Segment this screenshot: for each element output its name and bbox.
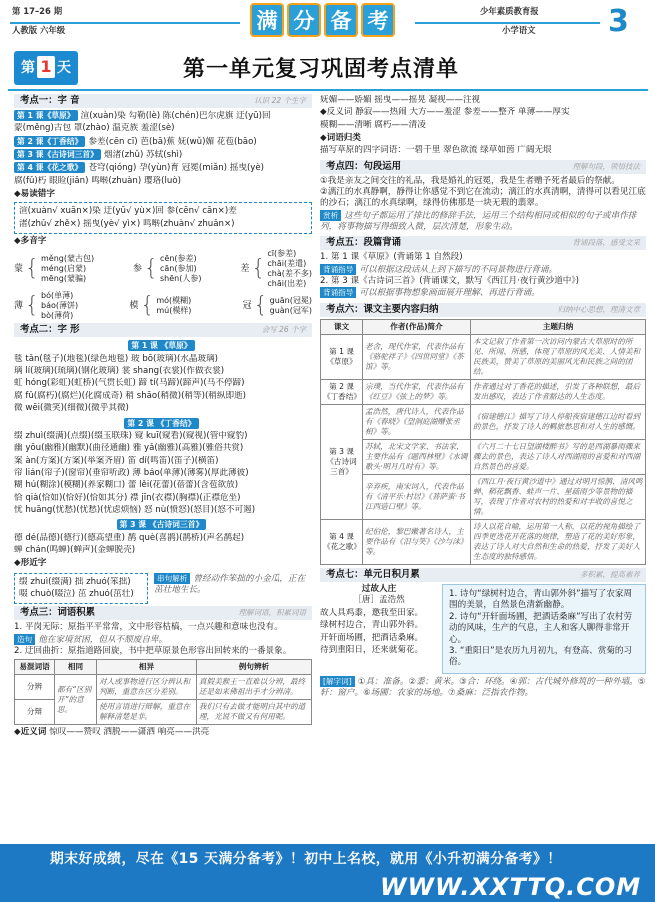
sentence-note — [320, 210, 646, 234]
polyphone-char: 冠 — [242, 300, 252, 311]
table-cell: 纪伯伦，黎巴嫩著名诗人，主要作品有《泪与笑》《沙与沫》等。 — [363, 520, 471, 565]
day-pre: 第 — [21, 60, 35, 76]
lesson-chip: 第 3 课 《古诗词三首》 — [117, 519, 207, 530]
poem-text — [320, 584, 438, 673]
table-cell: 诗人以花自喻，运用第一人称，以花的视角描绘了四季更迭花开花落的规律，塑造了花的美好形象，表达了诗人对大自然和生命的热爱，抒发了美好人生态度的独特感悟。 — [471, 520, 646, 565]
polyphone-item: chāi(出差) — [267, 279, 307, 289]
right-column — [320, 94, 646, 699]
pinyin-text: 苍穹(qióng) 孕(yùn)育 冠冕(miǎn) 摇曳(yè) — [88, 163, 265, 174]
char-line: 德 dé(品德)(德行)(德高望重) 鹊 què(喜鹊)(鹊桥)(声名鹊起) — [14, 532, 245, 543]
polyphone-row — [14, 249, 312, 289]
lesson-subhead — [14, 519, 312, 531]
section-header — [320, 160, 646, 174]
poem-author: ［唐］孟浩然 — [353, 595, 405, 606]
polyphone-group — [14, 291, 78, 321]
section-title: 考点一：字 音 — [20, 95, 80, 106]
section-header — [320, 568, 646, 582]
pinyin-line — [14, 162, 312, 174]
char-line: 腐 fǔ(腐朽)(腐烂)(化腐成奇) 稍 shāo(稍微)(稍等)(稍纵即逝) — [14, 390, 247, 401]
polyphone-row — [14, 291, 312, 321]
header-right — [480, 6, 539, 36]
table-row — [321, 379, 646, 404]
note-text: 可以根据这段话从上到下描写的不同景物进行背诵。 — [359, 264, 558, 275]
table-cell: 分辨 — [15, 675, 55, 700]
sentence-item: ②漓江的水真静啊，静得让你感觉不到它在流动；漓江的水真清啊，清得可以看见江底的沙石；漓江的水真绿啊，绿得仿佛那是一块无瑕的翡翠。 — [320, 187, 646, 209]
note-chip: 背诵指导 — [320, 264, 356, 275]
poem-line: 故人具鸡黍，邀我至田家。 — [320, 607, 424, 618]
brace-icon: { — [25, 293, 40, 319]
poem-block — [320, 584, 646, 673]
similar-char-line: 啜 chuò(啜泣) 茁 zhuó(茁壮) — [19, 588, 134, 599]
table-cell: 孟浩然，唐代诗人，代表作品有《春晓》《望洞庭湖赠张丞相》等。 — [363, 404, 471, 439]
table-cell: 对人或事物进行区分辨认和判断，重意在区分差别。 — [97, 675, 197, 700]
polyphone-item: mó(模糊) — [156, 296, 192, 306]
char-line: 虹 hóng(彩虹)(虹桥)(气贯长虹) 蹄 tí(马蹄)(蹄声)(马不停蹄) — [14, 378, 245, 389]
confuse-line: 渲(xuàn√ xuān×)染 迂(yū√ yù×)回 参(cēn√ cān×)差 — [19, 206, 237, 217]
note-chip: [解字词] — [320, 676, 355, 687]
analysis-item: 2. 诗句“开轩面场圃，把酒话桑麻”写出了农村劳动的风味，生产的气息，主人和客人聊得非常开心。 — [449, 611, 633, 645]
footer-banner — [0, 844, 655, 902]
table-cell: 真假美猴王一直难以分辨，最终还是如来佛祖出手才分辨清。 — [196, 675, 311, 700]
analysis-item: 3. “重阳日”是农历九月初九，有登高、赏菊的习俗。 — [449, 645, 633, 668]
note-text: 他在家境贫困，但从不颓废自卑。 — [38, 634, 168, 645]
issue-label: 第 17–26 期 — [12, 6, 63, 16]
section-title: 考点七：单元日积月累 — [326, 569, 420, 581]
lesson-subhead — [14, 418, 312, 430]
content-table — [320, 319, 646, 565]
confusable-table — [14, 659, 312, 725]
day-badge — [14, 51, 78, 85]
section-header — [320, 236, 646, 250]
confuse-title: ◆易读错字 — [14, 189, 55, 200]
table-cell: 本文记叙了作者第一次访问内蒙古大草原时的所见、所闻、所感，体现了草原的风光美、人情美和民族美，赞美了草原的美丽风光和民族之间的团结。 — [471, 334, 646, 379]
table-row — [321, 475, 646, 520]
section-header — [320, 303, 646, 317]
day-number: 1 — [37, 56, 55, 78]
char-line: 毯 tǎn(毯子)(地毯)(绿色地毯) 玻 bō(玻璃)(水晶玻璃) — [14, 353, 219, 364]
table-header: 例句辨析 — [196, 660, 311, 675]
similar-char-line: 缀 zhuì(缀满) 拙 zhuó(笨拙) — [19, 576, 131, 587]
page-number: 3 — [608, 4, 629, 39]
note-chip: 串句解析 — [154, 573, 190, 584]
polyphone-item: měng(蒙古包) — [41, 254, 95, 264]
title-bar — [8, 47, 648, 91]
char-line: 糊 hú(糊涂)(模糊)(养家糊口) 蕾 lěi(花蕾)(蓓蕾)(含苞欲放) — [14, 480, 239, 491]
header-rule-left — [10, 22, 240, 24]
table-cell: 辛弃疾，南宋词人，代表作品有《清平乐·村居》《菩萨蛮·书江西造口壁》等。 — [363, 475, 471, 520]
char-line: 忧 huāng(忧愁)(忧愁)(忧虑烦恼) 怒 nù(愤怒)(怒目)(怒不可遏) — [14, 504, 256, 515]
confuse-box — [14, 202, 312, 234]
polyphone-char: 蒙 — [14, 263, 24, 274]
similar-char-title: ◆形近字 — [14, 558, 47, 569]
polyphone-item: cān(参加) — [160, 264, 197, 274]
similar-char-list — [14, 573, 148, 605]
char-line: 蝉 chán(鸣蝉)(蝉声)(金蝉脱壳) — [14, 544, 136, 555]
polyphone-group — [240, 249, 312, 289]
brand-char: 满 — [250, 3, 284, 37]
polyphone-group — [243, 291, 312, 321]
footer-slogan: 期末好成绩，尽在《15 天满分备考》！初中上名校，就用《小升初满分备考》！ — [50, 851, 562, 867]
section-tag: 认识 22 个生字 — [254, 96, 306, 105]
polyphone-item: shēn(人参) — [160, 274, 202, 284]
polyphone-item: mēng(蒙骗) — [41, 274, 87, 284]
table-cell: 第 2 课 《丁香结》 — [321, 379, 363, 404]
pinyin-line — [14, 123, 312, 134]
pinyin-line — [14, 110, 312, 122]
poem-line: 待到重阳日，还来就菊花。 — [320, 644, 424, 655]
section-tag: 理解词语，积累词语 — [238, 608, 306, 618]
brand-char: 分 — [287, 3, 321, 37]
section-header — [14, 606, 312, 620]
left-column — [14, 94, 312, 740]
char-line: 璃 lí(玻璃)(琉璃)(钢化玻璃) 裳 shang(衣裳)(作做衣裳) — [14, 366, 225, 377]
pinyin-text: 参差(cēn cī) 芭(bā)蕉 妩(wǔ)媚 花苞(bāo) — [88, 136, 257, 147]
section-header — [14, 94, 312, 108]
polyphone-item: méng(启蒙) — [41, 264, 87, 274]
poem-line: 开轩面场圃，把酒话桑麻。 — [320, 632, 424, 643]
section-title: 考点六：课文主要内容归纳 — [326, 303, 439, 315]
table-cell: 使用言语进行辩解，重意在解释清楚是非。 — [97, 700, 197, 725]
polyphone-char: 模 — [129, 300, 139, 311]
recite-item: 2. 第 3 课《古诗词三首》(背诵课文，默写《西江月·夜行黄沙道中》) — [320, 276, 580, 287]
table-row — [15, 675, 312, 700]
vocab-note — [14, 634, 312, 646]
word-line: 妩媚——娇媚 摇曳——摇晃 凝视——注视 — [320, 95, 481, 105]
pinyin-text: 烟渚(zhǔ) 苏轼(shì) — [104, 150, 183, 161]
lesson-chip: 第 2 课《丁香结》 — [14, 136, 85, 147]
table-cell: 《西江月·夜行黄沙道中》通过对明月惊鹊、清风鸣蝉、稻花飘香、蛙声一片、星疏雨少等景物的描写，表现了作者对农村的热爱和对丰收的喜悦之情。 — [471, 475, 646, 520]
note-chip: 赏析 — [320, 210, 341, 221]
similar-char-box — [14, 571, 312, 607]
brand-logo — [250, 3, 395, 37]
word-line: 模糊——清晰 腐朽——清凌 — [320, 119, 426, 130]
section-title: 考点四：句段运用 — [326, 160, 402, 172]
paper-name: 少年素质教育报 — [480, 6, 539, 16]
table-cell: 我们只有去做才能明白其中的道理，光说不做又有何用呢。 — [196, 700, 311, 725]
poem-line: 绿树村边合，青山郭外斜。 — [320, 620, 424, 631]
table-cell: 都有“区别开”的意思。 — [55, 675, 97, 725]
polyphone-item: bó(单薄) — [41, 291, 74, 301]
polyphone-item: mú(模样) — [156, 306, 192, 316]
word-line: ◆反义词 静寂——热闹 大方——羞涩 参差——整齐 单薄——厚实 — [320, 107, 570, 118]
polyphone-item: guān(冠冕) — [269, 296, 312, 306]
brace-icon: { — [253, 293, 268, 319]
table-cell: 苏轼，北宋文学家、书法家，主要作品有《题西林壁》《水调歌头·明月几时有》等。 — [363, 439, 471, 474]
lesson-chip: 第 1 课 《草原》 — [128, 340, 194, 351]
table-cell: 作者通过对丁香花的描述，引发了各种联想，最后发出感叹，表达了作者豁达的人生态度。 — [471, 379, 646, 404]
brace-icon: { — [144, 256, 158, 282]
synonym-line — [14, 727, 312, 738]
brace-icon: { — [140, 293, 155, 319]
table-row — [321, 404, 646, 439]
poem-title: 过故人庄 — [361, 584, 397, 595]
pinyin-text: 渲(xuàn)染 勾勒(lè) 陈(chén)巴尔虎旗 迂(yū)回 — [80, 111, 271, 121]
char-line: 恰 qià(恰如)(恰好)(恰如其分) 襟 jīn(衣襟)(胸襟)(正襟危坐) — [14, 492, 241, 503]
char-line: 帘 lián(帘子)(窗帘)(垂帘听政) 薄 báo(单薄)(薄雾)(厚此薄彼) — [14, 467, 249, 478]
polyphone-item: chà(差不多) — [267, 269, 312, 279]
recite-note — [320, 287, 646, 299]
note-text: 曾经动作笨拙的小金瓜，正在茁壮地生长。 — [154, 573, 306, 595]
lesson-chip: 第 4 课《花之歌》 — [14, 162, 85, 173]
lesson-chip: 第 1 课《草原》 — [14, 110, 78, 121]
page-header — [0, 0, 655, 44]
table-cell: 第 4 课 《花之歌》 — [321, 520, 363, 565]
word-class-title: ◆词语归类 — [320, 133, 361, 144]
table-header: 易混词语 — [15, 660, 55, 675]
brand-char: 备 — [324, 3, 358, 37]
confuse-line: 渚(zhǔ√ zhě×) 摇曳(yè√ yì×) 鸣啭(zhuàn√ zhuǎn×) — [19, 218, 235, 229]
polyphone-item: cēn(参差) — [160, 254, 197, 264]
table-cell: 《宿建德江》描写了诗人停船夜宿建德江边时看到的景色，抒发了诗人的羁旅愁思和对人生的感慨。 — [471, 404, 646, 439]
polyphone-char: 差 — [240, 263, 250, 274]
polyphone-item: cī(参差) — [267, 249, 297, 259]
pinyin-text: 蒙(měng)古包 罩(zhào) 温克族 羞涩(sè) — [14, 123, 175, 134]
polyphone-char: 参 — [132, 263, 142, 274]
note-text: 可以根据事物想象画面展开理解、再进行背诵。 — [359, 288, 540, 299]
table-row — [321, 439, 646, 474]
note-chip: 造句 — [14, 634, 35, 645]
section-title: 考点三：词语积累 — [20, 607, 96, 619]
table-row — [321, 334, 646, 379]
pinyin-line — [14, 149, 312, 161]
char-line: 幽 yōu(幽雅)(幽默)(曲径通幽) 雅 yǎ(幽雅)(高雅)(雅俗共赏) — [14, 443, 244, 454]
sentence-item: ①我是亲友之间交往的礼品，我是婚礼的冠冕，我是生者赠予死者最后的祭献。 — [320, 175, 620, 186]
note-text: 这些句子都运用了排比的修辞手法，运用三个结构相同或相似的句子或串作排列，将事物描写得细致入微，层次清楚，形象生动。 — [320, 210, 637, 233]
section-tag: 归纳中心思想，理清文章 — [557, 304, 640, 314]
table-cell: 第 3 课 《古诗词三首》 — [321, 404, 363, 519]
section-tag: 理解句段，领悟技法 — [572, 161, 640, 171]
similar-char-note — [154, 571, 310, 607]
pinyin-text: 腐(fǔ)朽 眼睑(jiǎn) 鸣啭(zhuàn) 璎珞(luò) — [14, 175, 181, 186]
table-header: 相同 — [55, 660, 97, 675]
table-header-row — [15, 660, 312, 675]
poem-analysis-card — [442, 584, 646, 673]
synonym-title: ◆近义词 — [14, 727, 47, 738]
table-header: 作者(作品)简介 — [363, 319, 471, 334]
lesson-chip: 第 3 课《古诗词三首》 — [14, 149, 101, 160]
pinyin-line — [14, 176, 312, 187]
lesson-subhead — [14, 340, 312, 352]
table-header-row — [321, 319, 646, 334]
table-cell: 分辩 — [15, 700, 55, 725]
polyphone-item: báo(薄饼) — [41, 301, 79, 311]
section-tag: 会写 26 个字 — [261, 325, 306, 335]
polyphone-group — [129, 291, 191, 321]
polyphone-group — [14, 249, 94, 289]
word-class-line: 描写草原的四字词语：一碧千里 翠色欲流 绿草如茵 广阔无垠 — [320, 145, 552, 156]
brand-char: 考 — [361, 3, 395, 37]
char-line: 微 wēi(微笑)(细微)(微乎其微) — [14, 403, 129, 414]
table-header: 课文 — [321, 319, 363, 334]
recite-item: 1. 第 1 课《草原》(背诵第 1 自然段) — [320, 252, 463, 263]
polyphone-item: guàn(冠军) — [269, 306, 312, 316]
table-cell: 宗璞，当代作家，代表作品有《红豆》《弦上的梦》等。 — [363, 379, 471, 404]
polyphone-title: ◆多音字 — [14, 236, 47, 247]
section-header — [14, 323, 312, 337]
table-header: 相异 — [97, 660, 197, 675]
table-cell: 老舍，现代作家，代表作品有《骆驼祥子》《四世同堂》《茶馆》等。 — [363, 334, 471, 379]
edition-label: 人教版 六年级 — [12, 25, 66, 36]
table-row — [321, 520, 646, 565]
polyphone-item: bò(薄荷) — [41, 311, 74, 321]
section-title: 考点二：字 形 — [20, 324, 80, 336]
char-line: 缀 zhuì(缀满)(点缀)(缀玉联珠) 窥 kuī(窥看)(窥视)(管中窥豹) — [14, 430, 248, 441]
table-header: 主题归纳 — [471, 319, 646, 334]
section-tag: 背诵段落，感受文采 — [572, 238, 640, 248]
page-title: 第一单元复习巩固考点清单 — [183, 57, 460, 82]
recite-note — [320, 264, 646, 276]
table-cell: 《六月二十七日望湖楼醉书》写的是西湖暴雨骤来骤去的景色，表达了诗人对西湖雨的喜爱和对西湖自然景色的喜爱。 — [471, 439, 646, 474]
vocab-item: 1. 平岗无际：原指平平常常，文中形容枯槁，一点兴趣和意味也没有。 — [14, 622, 283, 633]
vocab-item: 2. 迂回曲折：原指道路回旋，书中把草原景色形容出回转来的一番景象。 — [14, 646, 292, 656]
pinyin-line — [14, 136, 312, 148]
note-chip: 背诵指导 — [320, 287, 356, 298]
section-title: 考点五：段篇背诵 — [326, 237, 402, 249]
lesson-chip: 第 2 课 《丁香结》 — [124, 418, 198, 429]
section-tag: 多积累，提高素养 — [580, 570, 640, 580]
polyphone-item: chāi(差遣) — [267, 259, 307, 269]
poem-notes — [320, 676, 646, 700]
footer-url[interactable]: WWW.XXTTQ.COM — [380, 873, 642, 901]
brace-icon: { — [251, 256, 266, 282]
analysis-item: 1. 诗句“绿树村边合，青山郭外斜”描写了农家周围的美景，自然景色清新幽静。 — [449, 589, 633, 611]
polyphone-char: 薄 — [14, 300, 24, 311]
note-text: ①具：准备。②黍：黄米。③合：环绕。④郭：古代城外修筑的一种外墙。⑤轩：窗户。⑥场圃：农家的场地。⑦桑麻：泛指农作物。 — [320, 676, 646, 698]
brace-icon: { — [25, 256, 40, 282]
polyphone-group — [133, 249, 202, 289]
table-cell: 第 1 课 《草原》 — [321, 334, 363, 379]
synonym-text: 惊叹——赞叹 洒脱——潇洒 响亮——洪亮 — [49, 727, 210, 738]
char-line: 案 àn(方案)(方案)(举案齐眉) 笛 dí(鸣笛)(笛子)(横笛) — [14, 455, 219, 466]
day-post: 天 — [57, 60, 71, 76]
subject-label: 小学语文 — [502, 25, 536, 36]
